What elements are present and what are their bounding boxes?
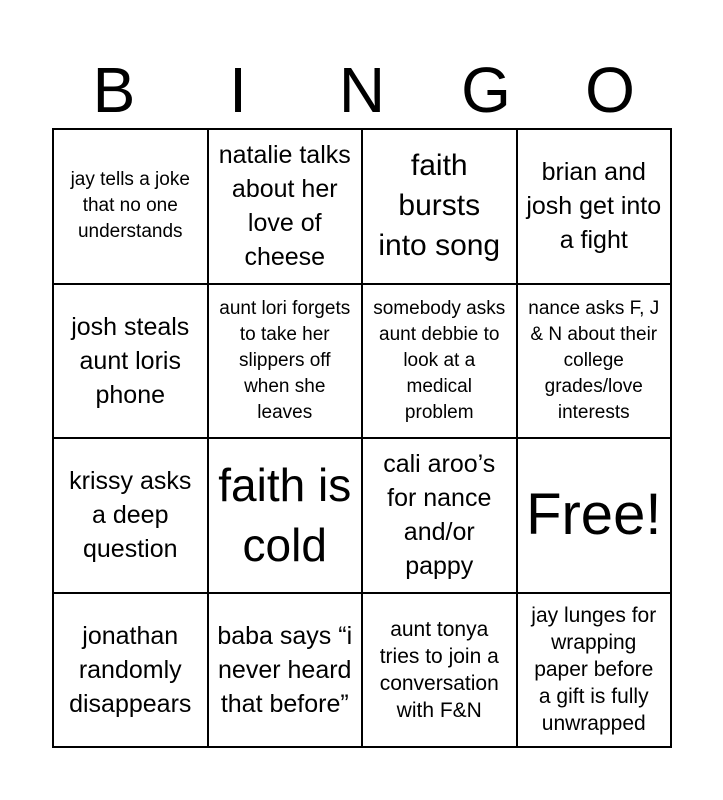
cell-text: faith bursts into song <box>378 149 501 263</box>
bingo-cell[interactable] <box>53 129 208 284</box>
cell-text: Free! <box>526 482 662 548</box>
bingo-grid <box>52 128 672 748</box>
bingo-cell[interactable] <box>362 593 517 748</box>
bingo-cell[interactable] <box>53 284 208 439</box>
cell-text: jonathan randomly disappears <box>69 621 192 718</box>
cell-text: jay lunges for wrapping paper before a gift is fully unwrapped <box>531 604 657 736</box>
cell-text: baba says “i never heard that before” <box>217 621 353 718</box>
bingo-cell[interactable] <box>517 129 672 284</box>
cell-text: brian and josh get into a fight <box>526 158 662 255</box>
bingo-cell[interactable] <box>517 284 672 439</box>
cell-text: natalie talks about her love of cheese <box>218 141 351 272</box>
header-letter-b: B <box>92 54 136 126</box>
bingo-cell[interactable] <box>53 593 208 748</box>
cell-text: somebody asks aunt debbie to look at a medical problem <box>373 297 506 423</box>
bingo-cell[interactable] <box>208 438 363 593</box>
bingo-header <box>52 52 672 128</box>
bingo-cell[interactable] <box>208 129 363 284</box>
cell-text: josh steals aunt loris phone <box>71 312 190 409</box>
bingo-cell[interactable] <box>362 129 517 284</box>
cell-text: jay tells a joke that no one understands <box>70 169 190 243</box>
cell-text: faith is cold <box>218 459 352 572</box>
cell-text: nance asks F, J & N about their college grades/love interests <box>528 297 660 423</box>
header-letter-o: O <box>585 54 635 126</box>
bingo-cell[interactable] <box>362 438 517 593</box>
header-letter-n: N <box>338 54 386 126</box>
bingo-cell[interactable] <box>53 438 208 593</box>
cell-text: aunt tonya tries to join a conversation with F&N <box>379 617 499 722</box>
free-space-cell[interactable] <box>517 438 672 593</box>
bingo-cell[interactable] <box>517 593 672 748</box>
cell-text: krissy asks a deep question <box>69 467 192 564</box>
header-letter-g: G <box>461 54 511 126</box>
cell-text: cali aroo’s for nance and/or pappy <box>383 450 496 581</box>
bingo-cell[interactable] <box>362 284 517 439</box>
cell-text: aunt lori forgets to take her slippers off when she leaves <box>219 297 351 423</box>
bingo-cell[interactable] <box>208 593 363 748</box>
header-letter-i: I <box>229 54 247 126</box>
bingo-cell[interactable] <box>208 284 363 439</box>
